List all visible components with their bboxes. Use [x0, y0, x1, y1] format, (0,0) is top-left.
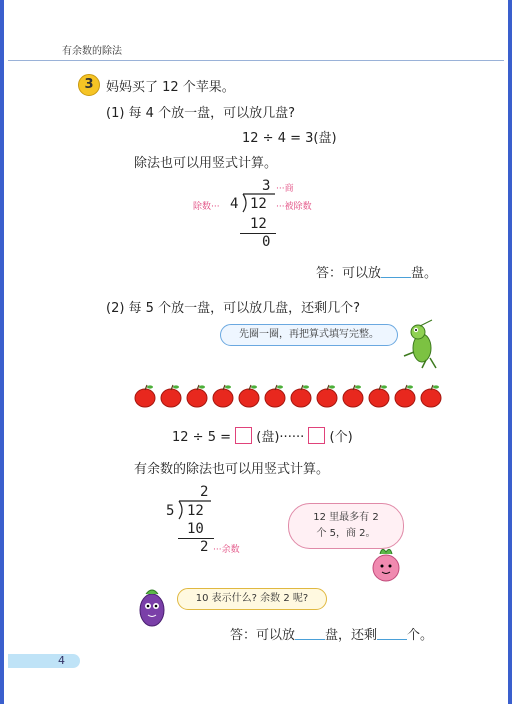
ld1-quotient-label: ···商: [276, 184, 294, 194]
thought-cloud: [288, 503, 404, 549]
problem-statement: 妈妈买了 12 个苹果。: [106, 80, 235, 95]
part1-answer-prefix: 答：可以放: [316, 266, 382, 281]
cloud-line-2: 个 5，商 2。: [316, 528, 376, 539]
ld2-product: 10: [187, 521, 204, 537]
apple-icon: [161, 385, 181, 407]
apple-icon: [343, 385, 363, 407]
quotient-answer-box[interactable]: [235, 427, 252, 444]
part2-answer-prefix: 答：可以放: [230, 628, 296, 643]
hint-bubble: 先圈一圈，再把算式填写完整。: [220, 324, 398, 346]
part1-answer-blank[interactable]: [381, 264, 411, 278]
ld1-remainder: 0: [262, 234, 271, 250]
ld2-rule: [178, 538, 214, 539]
apple-icon: [213, 385, 233, 407]
grasshopper-icon: [396, 318, 446, 370]
ld2-divisor: 5: [166, 503, 175, 519]
part2-answer-suffix: 个。: [407, 628, 434, 643]
ld2-dividend: 12: [187, 503, 204, 519]
apple-icon: [317, 385, 337, 407]
part1-note: 除法也可以用竖式计算。: [134, 156, 278, 171]
apple-icon: [291, 385, 311, 407]
eggplant-character-icon: [132, 582, 172, 630]
unit-plate: (盘)······: [256, 430, 305, 445]
section-title: 有余数的除法: [62, 46, 122, 57]
page-number: 4: [8, 654, 80, 668]
part1-answer: [316, 262, 437, 281]
unit-item: (个): [329, 430, 353, 445]
apple-icon: [187, 385, 207, 407]
part2-answer-middle: 盘，还剩: [325, 628, 378, 643]
apple-icon: [395, 385, 415, 407]
ld2-remainder: 2: [200, 539, 209, 555]
part2-answer: [230, 624, 433, 643]
ld1-dividend: 12: [250, 196, 267, 212]
part2-remainder-blank[interactable]: [377, 626, 407, 640]
part1-question: (1) 每 4 个放一盘，可以放几盘?: [106, 106, 295, 121]
remainder-answer-box[interactable]: [308, 427, 325, 444]
apple-row: [134, 384, 444, 408]
part2-question: (2) 每 5 个放一盘，可以放几盘，还剩几个?: [106, 301, 360, 316]
cloud-line-1: 12 里最多有 2: [313, 512, 379, 523]
radish-character-icon: [366, 544, 406, 584]
part1-equation: 12 ÷ 4 = 3(盘): [242, 131, 337, 146]
apple-icon: [135, 385, 155, 407]
apple-icon: [421, 385, 441, 407]
apples: [134, 384, 444, 408]
ld1-quotient: 3: [262, 178, 271, 194]
problem-number-badge: 3: [78, 74, 100, 96]
ld1-divisor: 4: [230, 196, 239, 212]
ld1-divisor-label: 除数···: [193, 202, 220, 212]
part2-equation: [172, 426, 353, 445]
apple-icon: [265, 385, 285, 407]
part2-note: 有余数的除法也可以用竖式计算。: [134, 462, 330, 477]
ld1-product: 12: [250, 216, 267, 232]
ld2-remainder-label: ···余数: [213, 545, 240, 555]
header-divider: [8, 60, 504, 61]
question-bubble: 10 表示什么? 余数 2 呢?: [177, 588, 327, 610]
apple-icon: [239, 385, 259, 407]
ld1-rule: [240, 233, 276, 234]
part1-answer-suffix: 盘。: [411, 266, 438, 281]
ld1-dividend-label: ···被除数: [276, 202, 312, 212]
part2-plates-blank[interactable]: [295, 626, 325, 640]
part2-equation-left: 12 ÷ 5 =: [172, 430, 231, 445]
ld2-quotient: 2: [200, 484, 209, 500]
apple-icon: [369, 385, 389, 407]
